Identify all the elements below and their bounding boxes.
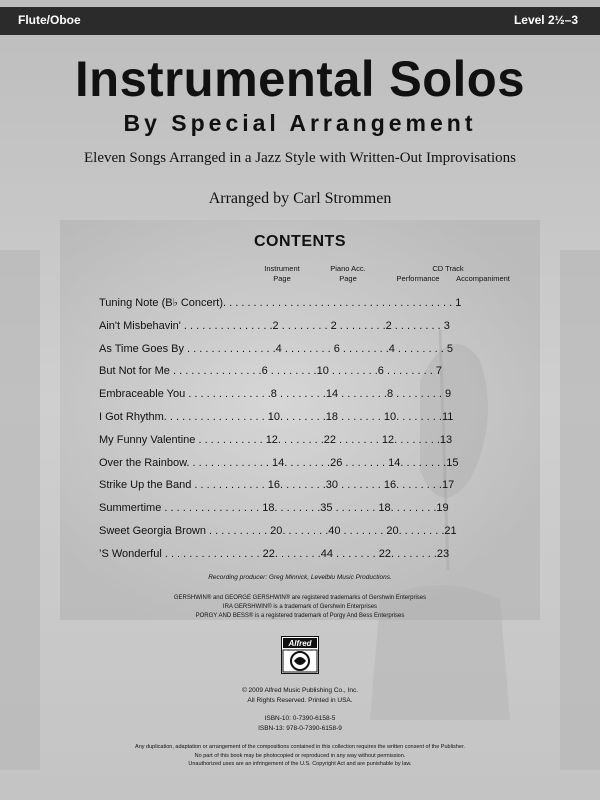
column-header-instrument-line1: Instrument bbox=[264, 264, 300, 273]
book-tagline: Eleven Songs Arranged in a Jazz Style with Written-Out Improvisations bbox=[84, 150, 516, 166]
contents-row: Strike Up the Band . . . . . . . . . . . . 16. . . . . . . .30 . . . . . . . 16. . . . . . . .17 bbox=[99, 479, 455, 492]
recording-credit: Recording producer: Greg Minnick, Levelblu Music Productions. bbox=[208, 574, 392, 581]
copyright-notice bbox=[0, 686, 600, 706]
contents-row: But Not for Me . . . . . . . . . . . . . . .6 . . . . . . . .10 . . . . . . . .6 . . . . . . . . 7 bbox=[99, 365, 442, 378]
column-header-piano bbox=[320, 264, 376, 284]
legal-line: Any duplication, adaptation or arrangement of the compositions contained in this collection requires the written consent of the Publisher. bbox=[135, 744, 465, 750]
column-header-piano-line2: Page bbox=[339, 274, 357, 283]
book-title: Instrumental Solos bbox=[75, 51, 525, 107]
contents-row: Sweet Georgia Brown . . . . . . . . . . 20. . . . . . . .40 . . . . . . . 20. . . . . . . .21 bbox=[99, 524, 457, 537]
contents-row: Summertime . . . . . . . . . . . . . . . . 18. . . . . . . .35 . . . . . . . 18. . . . . . . .19 bbox=[99, 502, 449, 515]
book-subtitle: By Special Arrangement bbox=[123, 110, 477, 136]
instrument-label: Flute/Oboe bbox=[18, 13, 81, 27]
legal-notice bbox=[0, 743, 600, 769]
contents-row: As Time Goes By . . . . . . . . . . . . . . .4 . . . . . . . . 6 . . . . . . . .4 . . . . . . . . 5 bbox=[99, 342, 453, 355]
contents-row: ’S Wonderful . . . . . . . . . . . . . . . . 22. . . . . . . .44 . . . . . . . 22. . . . . . . .23 bbox=[99, 547, 450, 560]
contents-row: I Got Rhythm. . . . . . . . . . . . . . . . . 10. . . . . . . .18 . . . . . . . 10. . . . . . . .11 bbox=[99, 410, 454, 423]
copyright-line: All Rights Reserved. Printed in USA. bbox=[247, 697, 353, 704]
column-header-accompaniment: Accompaniment bbox=[456, 274, 510, 283]
trademark-line: PORGY AND BESS® is a registered trademark of Porgy And Bess Enterprises bbox=[195, 613, 405, 619]
copyright-line: © 2009 Alfred Music Publishing Co., Inc. bbox=[241, 687, 359, 694]
contents-row: Tuning Note (B♭ Concert). . . . . . . . . . . . . . . . . . . . . . . . . . . . . . . . . . . . . . 1 bbox=[99, 297, 462, 309]
contents-heading: CONTENTS bbox=[254, 233, 346, 250]
contents-row: My Funny Valentine . . . . . . . . . . . 12. . . . . . . .22 . . . . . . . 12. . . . . . . .13 bbox=[99, 433, 453, 446]
isbn-13: ISBN-13: 978-0-7390-6158-9 bbox=[258, 725, 342, 732]
contents-row: Ain't Misbehavin' . . . . . . . . . . . . . . .2 . . . . . . . . 2 . . . . . . . .2 . . . . . . . . 3 bbox=[99, 319, 450, 332]
contents-list bbox=[99, 292, 491, 566]
isbn-10: ISBN-10: 0-7390-6158-5 bbox=[264, 715, 336, 722]
arranger-credit: Arranged by Carl Strommen bbox=[208, 190, 392, 207]
svg-text:Alfred: Alfred bbox=[288, 639, 312, 648]
contents-row: Embraceable You . . . . . . . . . . . . . .8 . . . . . . . .14 . . . . . . . .8 . . . . . . . . 9 bbox=[99, 388, 452, 401]
column-header-cd-track: CD Track bbox=[432, 264, 464, 273]
contents-row: Over the Rainbow. . . . . . . . . . . . . . 14. . . . . . . .26 . . . . . . . 14. . . . . . . .15 bbox=[99, 456, 459, 469]
trademark-notice bbox=[0, 594, 600, 621]
column-header-instrument-line2: Page bbox=[273, 274, 291, 283]
trademark-line: GERSHWIN® and GEORGE GERSHWIN® are registered trademarks of Gershwin Enterprises bbox=[173, 595, 427, 601]
alfred-logo bbox=[281, 636, 319, 674]
isbn-block bbox=[0, 714, 600, 734]
legal-line: Unauthorized uses are an infringement of the U.S. Copyright Act and are punishable by law. bbox=[188, 761, 412, 767]
column-header-instrument bbox=[256, 264, 308, 284]
trademark-line: IRA GERSHWIN® is a trademark of Gershwin Enterprises bbox=[222, 604, 378, 610]
header-bar bbox=[0, 7, 600, 35]
legal-line: No part of this book may be photocopied or reproduced in any way without permission. bbox=[194, 752, 406, 759]
level-label: Level 2½–3 bbox=[513, 13, 578, 27]
column-header-piano-line1: Piano Acc. bbox=[330, 264, 366, 273]
column-header-performance: Performance bbox=[396, 274, 440, 283]
